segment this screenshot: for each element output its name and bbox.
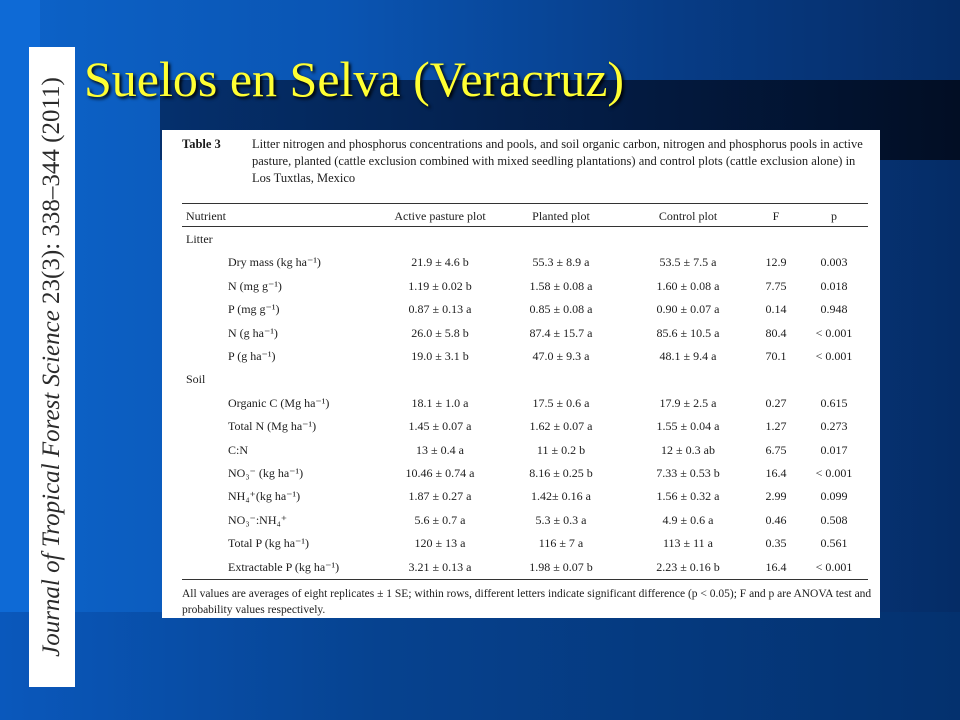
cell-nutrient: NO₃⁻ (kg ha⁻¹) xyxy=(228,466,304,480)
cell-p: 0.017 xyxy=(820,442,848,457)
cell-planted: 17.5 ± 0.6 a xyxy=(532,395,590,410)
cell-f: 70.1 xyxy=(765,349,787,363)
table-caption-text: Litter nitrogen and phosphorus concentrations and pools, and soil organic carbon, nitrogen and phosphorus pools in active pasture, planted (cattle exclusion combined with mixed seedling plantations) and control plots (cattle exclusion alone) in Los Tuxtlas, Mexico xyxy=(252,137,863,185)
cell-control: 1.60 ± 0.08 a xyxy=(656,278,720,293)
cell-control: 17.9 ± 2.5 a xyxy=(659,395,717,410)
cell-planted: 47.0 ± 9.3 a xyxy=(532,349,590,363)
column-header-nutrient: Nutrient xyxy=(186,209,226,223)
cell-f: 80.4 xyxy=(765,325,787,340)
cell-nutrient: Extractable P (kg ha⁻¹) xyxy=(228,559,340,574)
cell-f: 12.9 xyxy=(765,255,787,270)
cell-planted: 55.3 ± 8.9 a xyxy=(532,255,590,270)
cell-control: 4.9 ± 0.6 a xyxy=(662,512,714,527)
cell-nutrient: Organic C (Mg ha⁻¹) xyxy=(228,395,330,410)
cell-control: 1.55 ± 0.04 a xyxy=(656,419,720,434)
cell-control: 85.6 ± 10.5 a xyxy=(656,325,720,340)
cell-p: 0.948 xyxy=(820,302,848,317)
cell-planted: 116 ± 7 a xyxy=(538,536,584,551)
cell-nutrient: Dry mass (kg ha⁻¹) xyxy=(228,255,321,270)
cell-nutrient: N (mg g⁻¹) xyxy=(228,278,282,293)
cell-p: < 0.001 xyxy=(815,349,853,363)
cell-f: 0.46 xyxy=(765,512,787,527)
section-label-soil: Soil xyxy=(186,372,206,387)
cell-p: 0.508 xyxy=(820,512,848,527)
cell-active-pasture: 0.87 ± 0.13 a xyxy=(408,302,472,317)
journal-citation xyxy=(32,51,72,683)
cell-active-pasture: 19.0 ± 3.1 b xyxy=(411,349,469,363)
cell-f: 1.27 xyxy=(765,419,787,434)
cell-p: 0.003 xyxy=(820,255,848,270)
cell-nutrient: NO₃⁻:NH₄⁺ xyxy=(228,512,288,527)
cell-control: 48.1 ± 9.4 a xyxy=(659,349,717,363)
cell-f: 16.4 xyxy=(765,559,787,574)
cell-planted: 1.42± 0.16 a xyxy=(531,489,591,504)
cell-planted: 87.4 ± 15.7 a xyxy=(529,325,593,340)
journal-volume-pages: 23(3): 338–344 (2011) xyxy=(38,77,65,304)
table-header-rule xyxy=(182,226,868,227)
cell-planted: 5.3 ± 0.3 a xyxy=(535,512,587,527)
cell-active-pasture: 1.45 ± 0.07 a xyxy=(408,419,472,434)
cell-nutrient: Total P (kg ha⁻¹) xyxy=(228,536,309,551)
cell-control: 2.23 ± 0.16 b xyxy=(656,559,720,574)
column-header-control: Control plot xyxy=(658,209,718,223)
cell-p: < 0.001 xyxy=(815,325,853,340)
cell-control: 12 ± 0.3 ab xyxy=(661,442,715,457)
cell-p: 0.615 xyxy=(820,395,848,410)
cell-active-pasture: 21.9 ± 4.6 b xyxy=(411,255,469,270)
table-caption xyxy=(182,136,872,187)
cell-active-pasture: 5.6 ± 0.7 a xyxy=(414,512,466,527)
cell-control: 7.33 ± 0.53 b xyxy=(656,466,720,480)
cell-p: < 0.001 xyxy=(815,466,853,480)
cell-control: 53.5 ± 7.5 a xyxy=(659,255,717,270)
cell-planted: 8.16 ± 0.25 b xyxy=(529,466,593,480)
journal-name: Journal of Tropical Forest Science xyxy=(38,310,65,657)
cell-active-pasture: 13 ± 0.4 a xyxy=(416,442,464,457)
cell-active-pasture: 1.19 ± 0.02 b xyxy=(408,278,472,293)
cell-p: 0.099 xyxy=(820,489,848,504)
cell-nutrient: P (g ha⁻¹) xyxy=(228,349,276,363)
table-top-rule xyxy=(182,203,868,204)
cell-nutrient: Total N (Mg ha⁻¹) xyxy=(228,419,317,434)
cell-active-pasture: 3.21 ± 0.13 a xyxy=(408,559,472,574)
slide-title: Suelos en Selva (Veracruz) xyxy=(84,51,625,107)
cell-planted: 1.98 ± 0.07 b xyxy=(529,559,593,574)
cell-nutrient: C:N xyxy=(228,442,249,457)
cell-p: 0.018 xyxy=(820,278,848,293)
table-document xyxy=(162,130,880,618)
cell-f: 6.75 xyxy=(765,442,787,457)
cell-f: 0.14 xyxy=(765,302,787,317)
table-label: Table 3 xyxy=(182,137,221,151)
section-label-litter: Litter xyxy=(186,232,213,246)
cell-p: 0.561 xyxy=(820,536,848,551)
cell-nutrient: P (mg g⁻¹) xyxy=(228,302,280,317)
column-header-f: F xyxy=(772,209,780,223)
cell-f: 7.75 xyxy=(765,278,787,293)
cell-f: 16.4 xyxy=(765,466,787,480)
cell-nutrient: N (g ha⁻¹) xyxy=(228,325,278,340)
cell-p: < 0.001 xyxy=(815,559,853,574)
table-bottom-rule xyxy=(182,579,868,580)
cell-f: 0.27 xyxy=(765,395,787,410)
cell-control: 0.90 ± 0.07 a xyxy=(656,302,720,317)
cell-p: 0.273 xyxy=(820,419,848,434)
cell-f: 0.35 xyxy=(765,536,787,551)
cell-nutrient: NH₄⁺(kg ha⁻¹) xyxy=(228,489,301,504)
cell-control: 113 ± 11 a xyxy=(662,536,714,551)
cell-planted: 1.58 ± 0.08 a xyxy=(529,278,593,293)
cell-planted: 11 ± 0.2 b xyxy=(536,442,586,457)
cell-planted: 1.62 ± 0.07 a xyxy=(529,419,593,434)
cell-active-pasture: 1.87 ± 0.27 a xyxy=(408,489,472,504)
cell-active-pasture: 18.1 ± 1.0 a xyxy=(411,395,469,410)
cell-active-pasture: 120 ± 13 a xyxy=(414,536,466,551)
decorative-bottom-band xyxy=(0,612,960,720)
column-header-p: p xyxy=(831,209,837,223)
cell-f: 2.99 xyxy=(765,489,787,504)
table-footnote: All values are averages of eight replicates ± 1 SE; within rows, different letters indicate significant difference (p < 0.05); F and p are ANOVA test and probability values respectively. xyxy=(182,588,872,616)
column-header-planted: Planted plot xyxy=(532,209,590,223)
cell-active-pasture: 10.46 ± 0.74 a xyxy=(405,466,475,480)
cell-planted: 0.85 ± 0.08 a xyxy=(529,302,593,317)
cell-active-pasture: 26.0 ± 5.8 b xyxy=(411,325,469,340)
column-header-active-pasture: Active pasture plot xyxy=(394,209,486,223)
cell-control: 1.56 ± 0.32 a xyxy=(656,489,720,504)
